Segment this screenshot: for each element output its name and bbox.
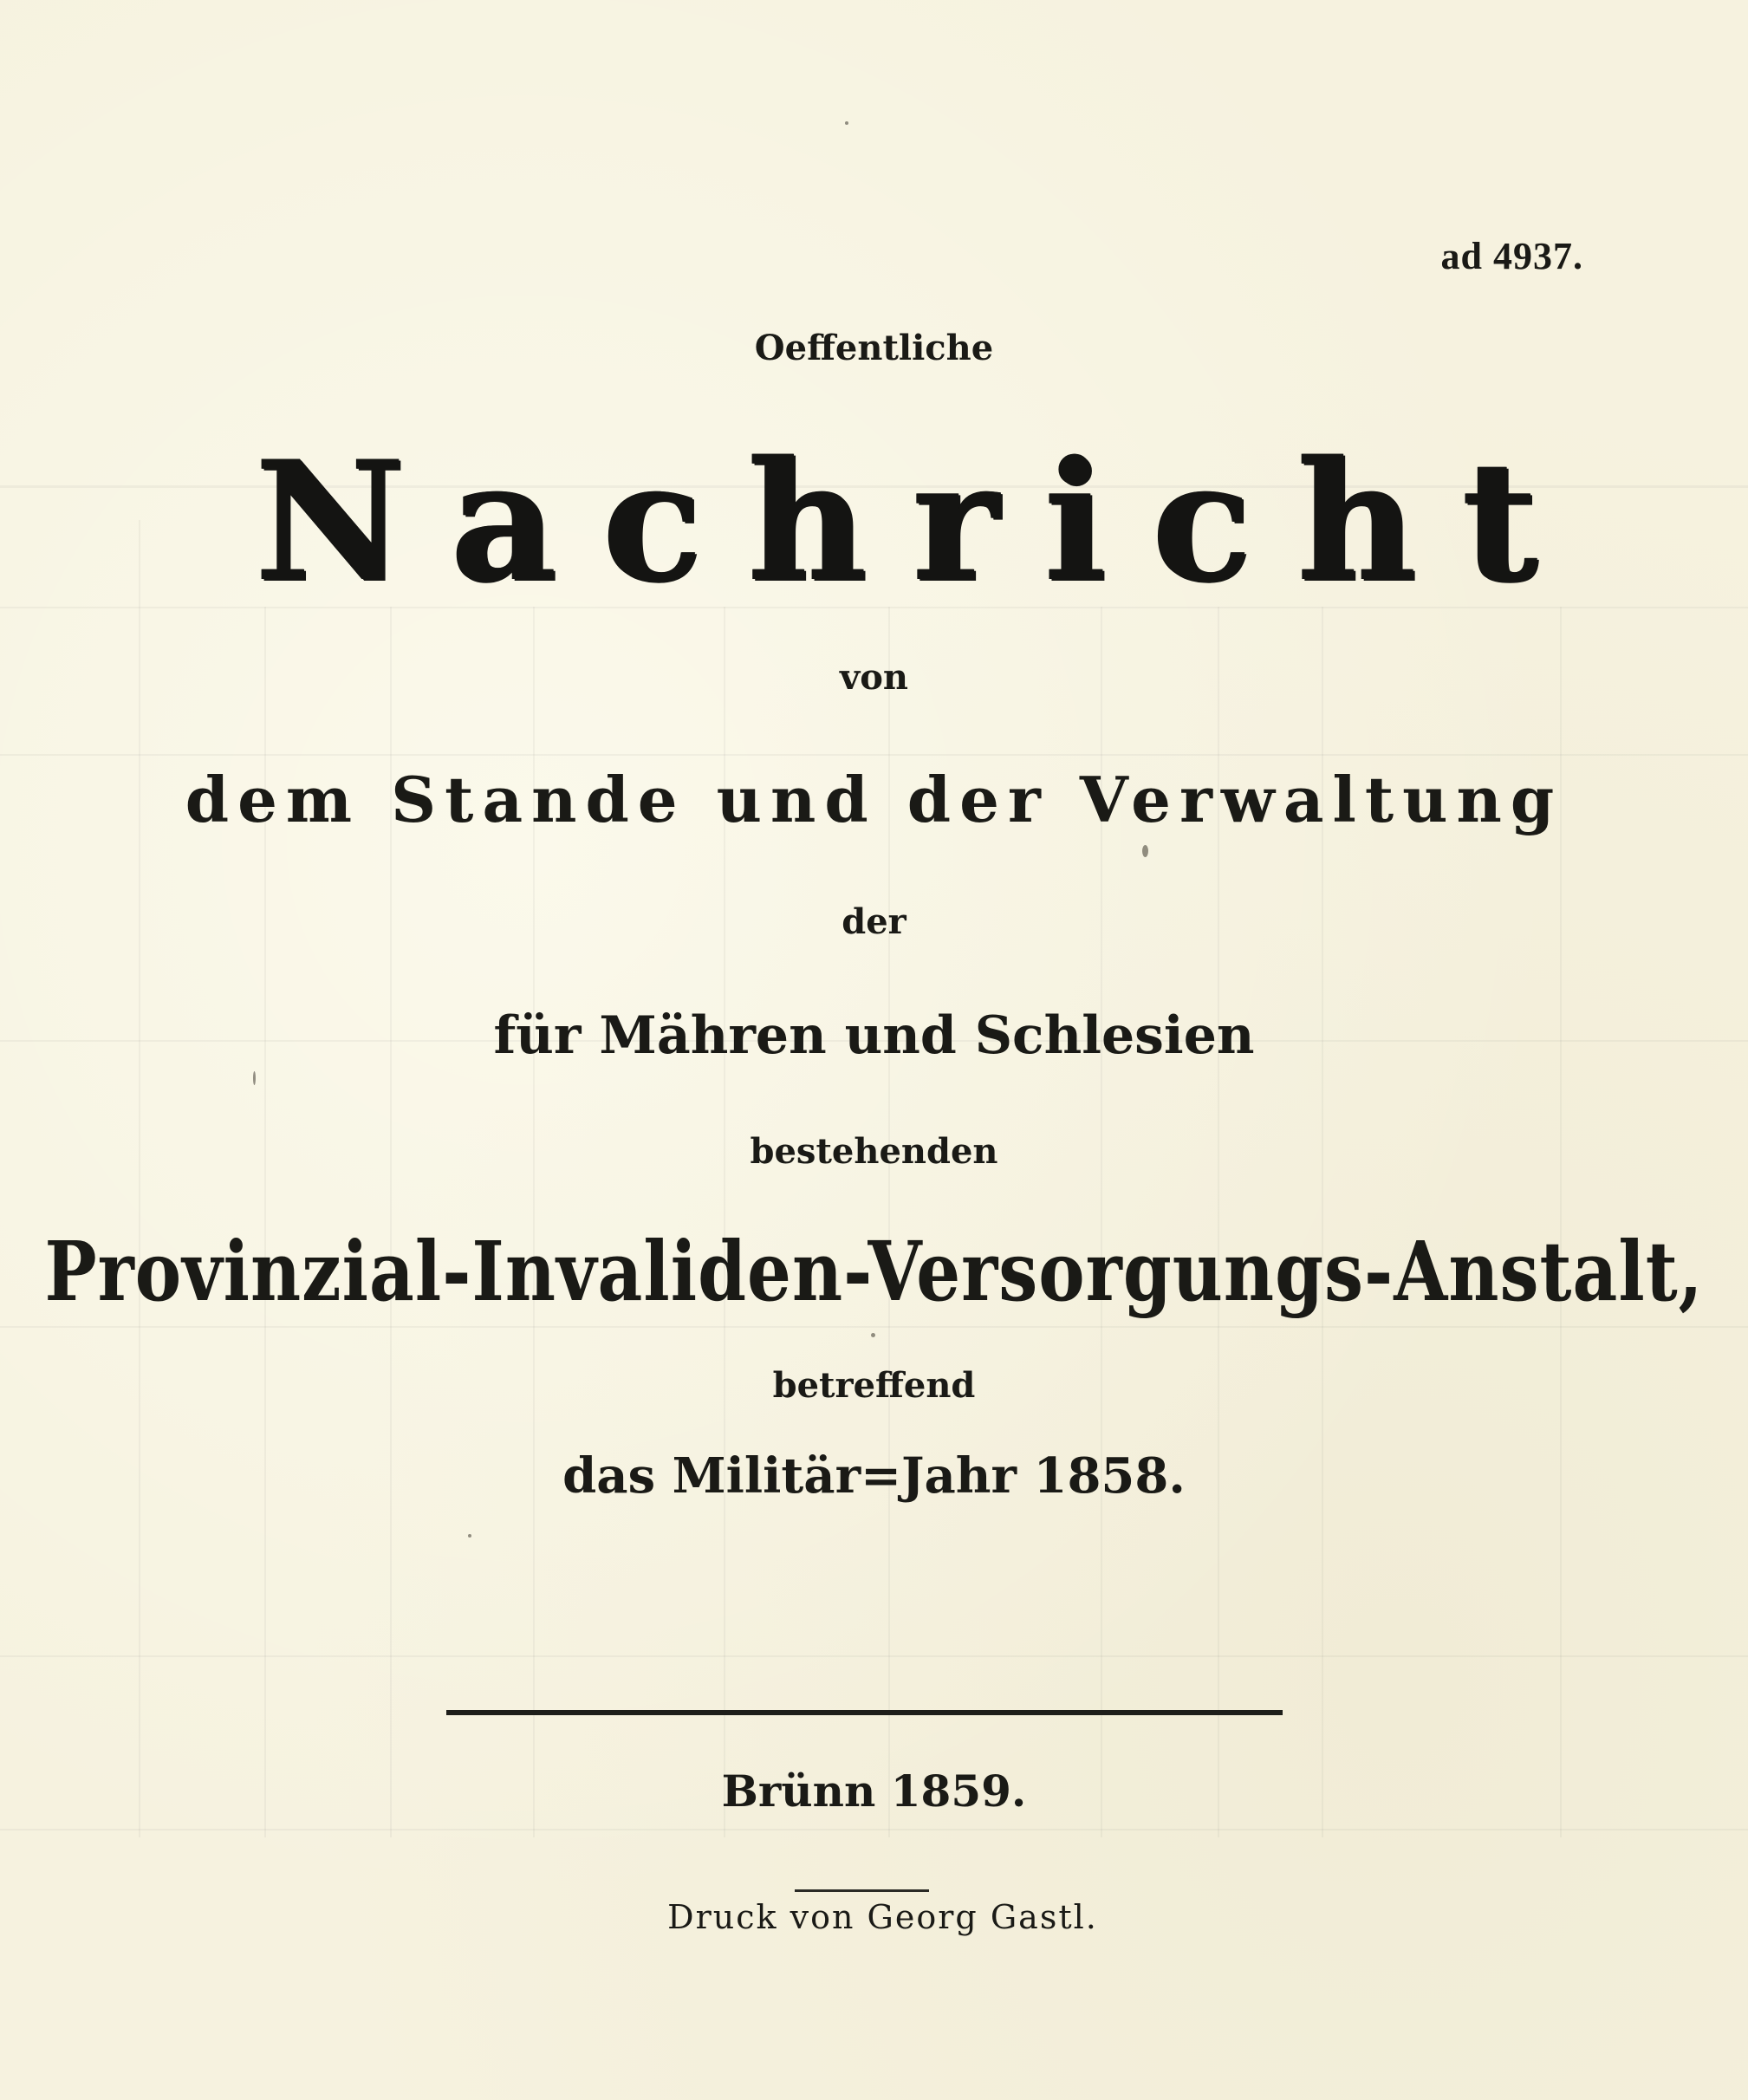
heading-line-oeffentliche: Oeffentliche	[754, 328, 994, 368]
short-rule	[795, 1889, 929, 1892]
connector-der: der	[842, 901, 906, 942]
paper-speck	[845, 121, 848, 125]
connector-betreffend: betreffend	[772, 1365, 976, 1406]
connector-von: von	[839, 657, 908, 698]
document-title: Nachricht	[255, 425, 1583, 618]
institution-name: Provinzial-Invaliden-Versorgungs-Anstalt,	[44, 1223, 1704, 1320]
separator-rule	[446, 1710, 1283, 1715]
paper-speck	[871, 1333, 875, 1337]
reference-number: ad 4937.	[1440, 235, 1583, 277]
subtitle: dem Stande und der Verwaltung	[185, 763, 1563, 836]
year-line: das Militär=Jahr 1858.	[562, 1447, 1186, 1505]
region-line: für Mähren und Schlesien	[493, 1005, 1255, 1066]
paper-speck	[253, 1071, 256, 1085]
paper-speck	[1142, 845, 1148, 857]
connector-bestehenden: bestehenden	[750, 1131, 998, 1172]
printer-imprint: Druck von Georg Gastl.	[667, 1898, 1098, 1936]
paper-speck	[468, 1534, 471, 1538]
place-date: Brünn 1859.	[721, 1765, 1027, 1817]
